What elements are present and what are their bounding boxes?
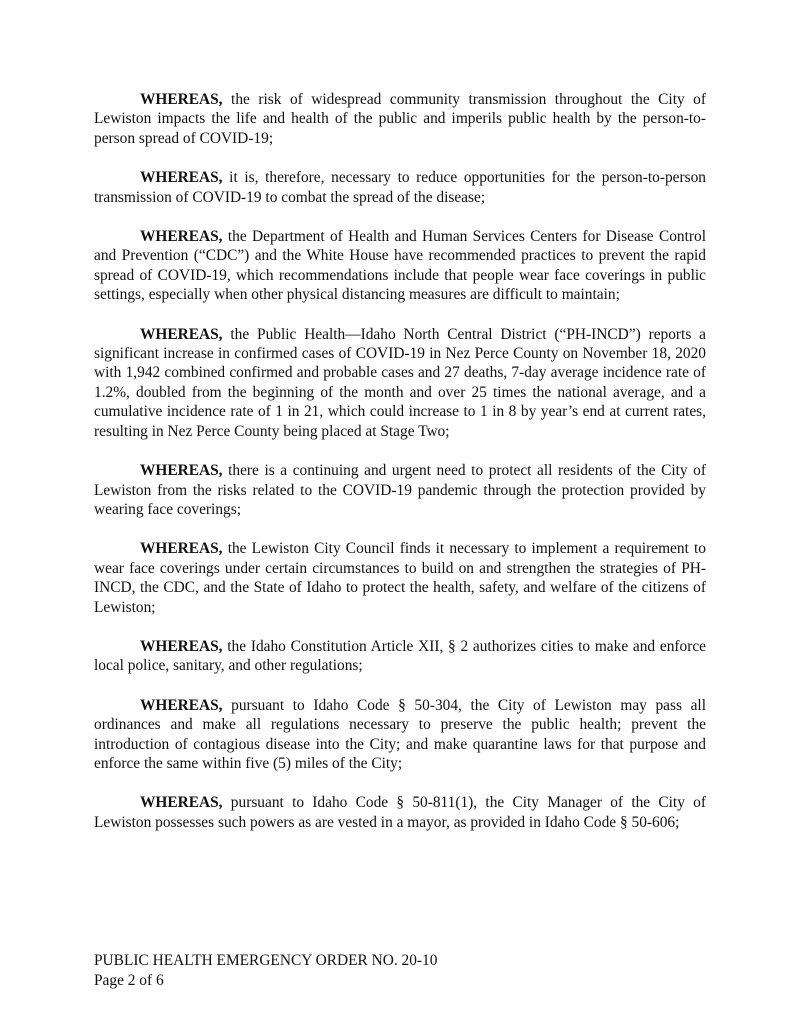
paragraph-lead: WHEREAS, (140, 91, 223, 108)
whereas-paragraph-7 (94, 637, 706, 676)
order-title: PUBLIC HEALTH EMERGENCY ORDER NO. 20-10 (94, 952, 438, 969)
paragraph-text: it is, therefore, necessary to reduce opportunities for the person-to-person transmission of COVID-19 to combat the spread of the disease; (94, 169, 706, 206)
paragraph-lead: WHEREAS, (140, 794, 223, 812)
paragraph-text: the Idaho Constitution Article XII, § 2 authorizes cities to make and enforce local police, sanitary, and other regulations; (94, 637, 706, 675)
paragraph-lead: WHEREAS, (140, 637, 223, 655)
whereas-paragraph-6 (94, 539, 706, 617)
whereas-paragraph-2 (94, 168, 706, 207)
whereas-paragraph-3 (94, 227, 706, 305)
paragraph-lead: WHEREAS, (140, 696, 223, 714)
whereas-paragraph-4 (94, 325, 706, 441)
paragraph-text: the risk of widespread community transmission throughout the City of Lewiston impacts the life and health of the public and imperils public health by the person-to-person spread of COVID-19; (94, 91, 706, 147)
paragraph-lead: WHEREAS, (140, 540, 223, 558)
paragraph-text: pursuant to Idaho Code § 50-304, the City of Lewiston may pass all ordinances and make all regulations necessary to preserve the public health; prevent the introduction of contagious disease into the City; and make quarantine laws for that purpose and enforce the same within five (5) miles of the City; (94, 696, 706, 772)
page-footer (94, 951, 437, 991)
paragraph-text: the Department of Health and Human Services Centers for Disease Control and Prevention (“CDC”) and the White House have recommended practices to prevent the rapid spread of COVID-19, which recommendations include that people wear face coverings in public settings, especially when other physical distancing measures are difficult to maintain; (94, 228, 706, 304)
paragraph-text: the Public Health—Idaho North Central District (“PH-INCD”) reports a significant increase in confirmed cases of COVID-19 in Nez Perce County on November 18, 2020 with 1,942 combined confirmed and probable cases and 27 deaths, 7-day average incidence rate of 1.2%, doubled from the beginning of the month and over 25 times the national average, and a cumulative incidence rate of 1 in 21, which could increase to 1 in 8 by year’s end at current rates, resulting in Nez Perce County being placed at Stage Two; (94, 325, 706, 440)
paragraph-text: the Lewiston City Council finds it necessary to implement a requirement to wear face coverings under certain circumstances to build on and strengthen the strategies of PH-INCD, the CDC, and the State of Idaho to protect the health, safety, and welfare of the citizens of Lewiston; (94, 540, 706, 616)
paragraph-lead: WHEREAS, (140, 325, 223, 343)
paragraph-lead: WHEREAS, (140, 228, 223, 246)
page-number: Page 2 of 6 (94, 972, 164, 989)
whereas-paragraph-5 (94, 461, 706, 519)
paragraph-text: there is a continuing and urgent need to protect all residents of the City of Lewiston from the risks related to the COVID-19 pandemic through the protection provided by wearing face coverings; (94, 462, 706, 518)
paragraph-lead: WHEREAS, (140, 169, 223, 187)
whereas-paragraph-9 (94, 793, 706, 832)
document-body (94, 90, 706, 852)
whereas-paragraph-8 (94, 696, 706, 774)
paragraph-lead: WHEREAS, (140, 462, 223, 480)
paragraph-text: pursuant to Idaho Code § 50-811(1), the City Manager of the City of Lewiston possesses such powers as are vested in a mayor, as provided in Idaho Code § 50-606; (94, 794, 706, 831)
whereas-paragraph-1 (94, 90, 706, 148)
